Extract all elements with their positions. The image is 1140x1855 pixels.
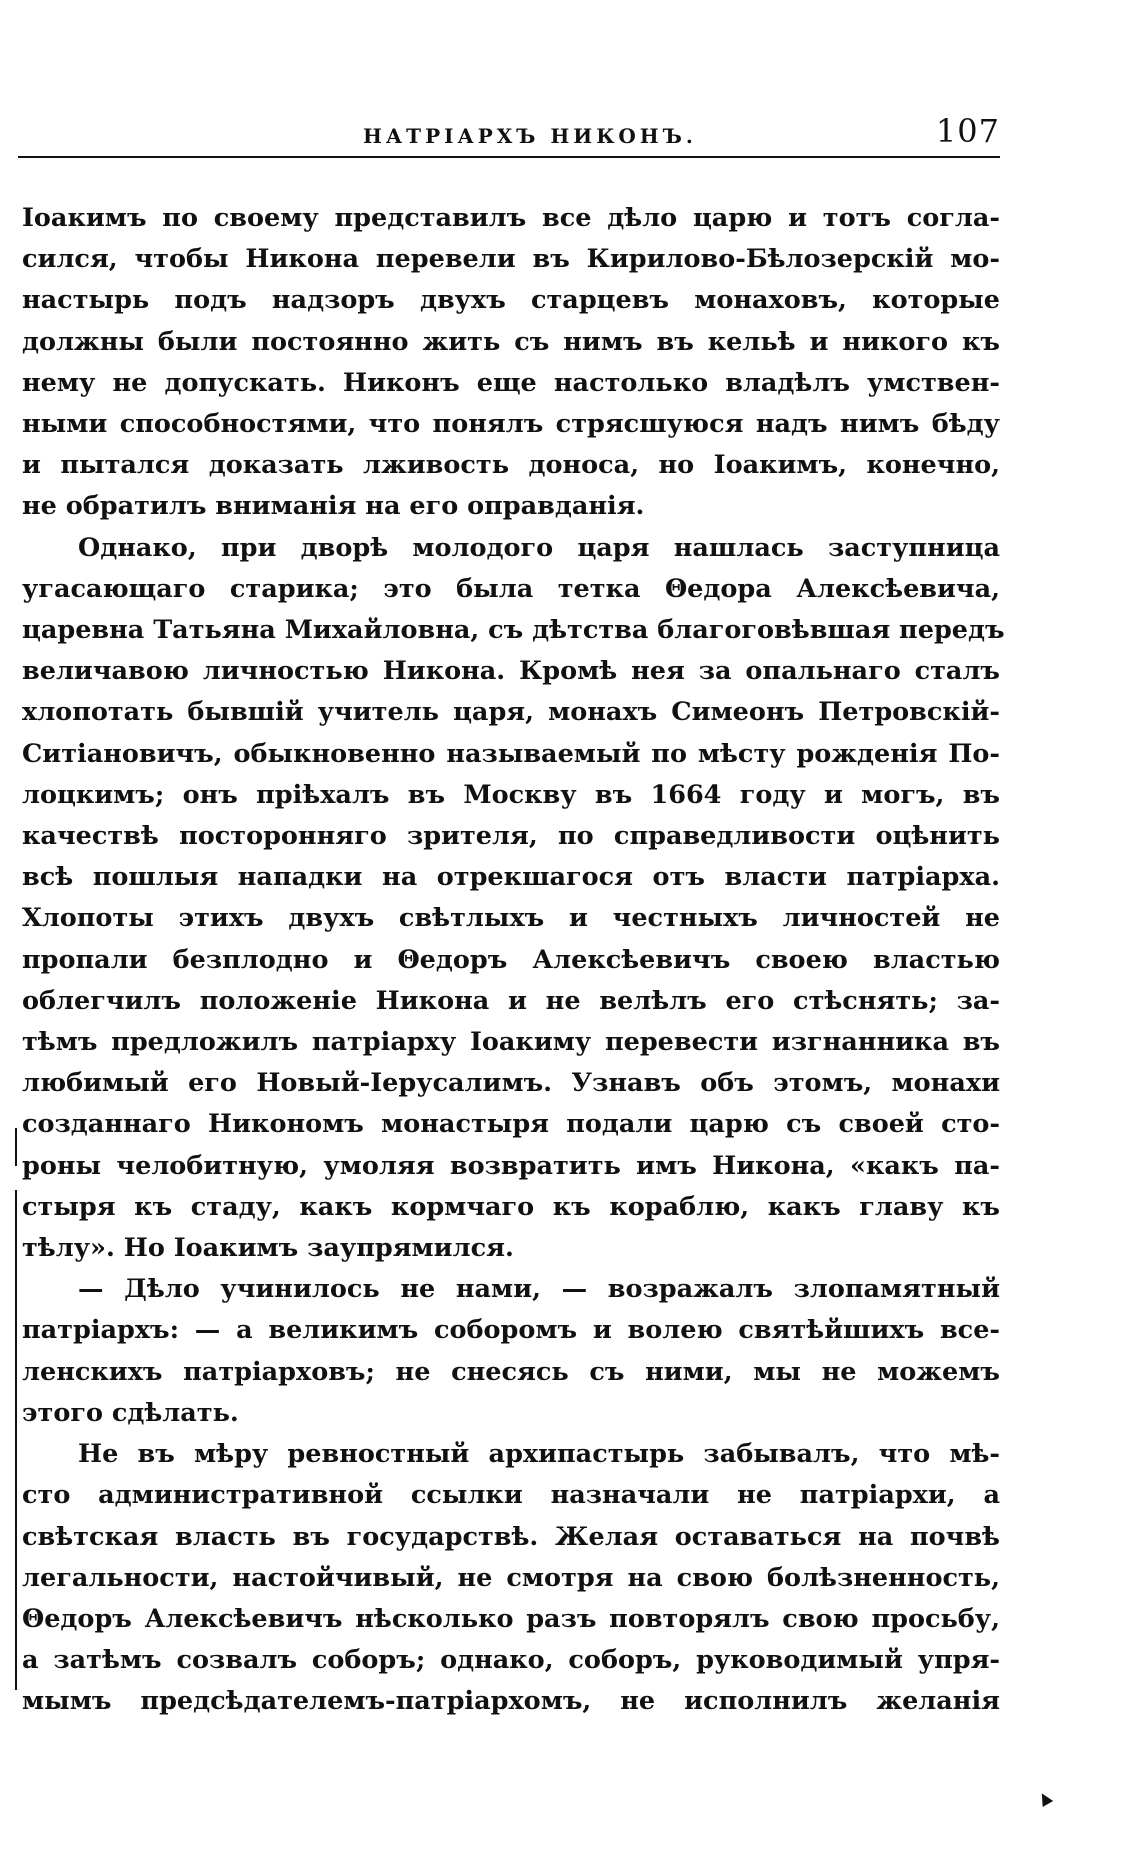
text-line: нему не допускать. Никонъ еще настолько владѣлъ умствен- — [22, 367, 1000, 398]
text-line: роны челобитную, умоляя возвратить имъ Никона, «какъ па- — [22, 1150, 1000, 1181]
text-line: хлопотать бывшій учитель царя, монахъ Симеонъ Петровскій- — [22, 697, 1000, 728]
text-line: Ситіановичъ, обыкновенно называемый по мѣсту рожденія По- — [22, 738, 1000, 769]
text-line: этого сдѣлать. — [22, 1397, 239, 1428]
margin-rule — [15, 1128, 17, 1166]
text-line: всѣ пошлыя нападки на отрекшагося отъ власти патріарха. — [22, 862, 1000, 893]
text-line: легальности, настойчивый, не смотря на свою болѣзненность, — [22, 1562, 1000, 1593]
text-line: пропали безплодно и Θедоръ Алексѣевичъ своею властью — [22, 944, 1000, 975]
text-line: качествѣ посторонняго зрителя, по справедливости оцѣнить — [22, 821, 1000, 852]
text-line: царевна Татьяна Михайловна, съ дѣтства благоговѣвшая передъ — [22, 615, 1005, 646]
running-head — [18, 112, 1000, 158]
text-line: Не въ мѣру ревностный архипастырь забывалъ, что мѣ- — [78, 1439, 1000, 1470]
text-line: сто административной ссылки назначали не патріархи, а — [22, 1480, 1000, 1511]
text-line: Однако, при дворѣ молодого царя нашлась заступница — [78, 532, 1000, 563]
text-line: не обратилъ вниманія на его оправданія. — [22, 491, 645, 522]
text-line: ленскихъ патріарховъ; не снесясь съ ними, мы не можемъ — [22, 1356, 1000, 1387]
text-line: облегчилъ положеніе Никона и не велѣлъ его стѣснять; за- — [22, 985, 1000, 1016]
text-line: тѣлу». Но Іоакимъ заупрямился. — [22, 1233, 514, 1264]
text-line: любимый его Новый-Іерусалимъ. Узнавъ объ этомъ, монахи — [22, 1068, 1000, 1099]
margin-rule — [15, 1190, 17, 1690]
text-line: должны были постоянно жить съ нимъ въ кельѣ и никого къ — [22, 326, 1000, 357]
text-line: настырь подъ надзоръ двухъ старцевъ монаховъ, которые — [22, 285, 1000, 316]
text-line: стыря къ стаду, какъ кормчаго къ кораблю, какъ главу къ — [22, 1191, 1000, 1222]
page-number: 107 — [935, 112, 1000, 150]
text-line: Θедоръ Алексѣевичъ нѣсколько разъ повторялъ свою просьбу, — [22, 1603, 1000, 1634]
text-line: Хлопоты этихъ двухъ свѣтлыхъ и честныхъ личностей не — [22, 903, 1000, 934]
ink-speck: ▲ — [1034, 1786, 1055, 1809]
text-line: величавою личностью Никона. Кромѣ нея за опальнаго сталъ — [22, 656, 1000, 687]
text-line: ными способностями, что понялъ стрясшуюся надъ нимъ бѣду — [22, 409, 1000, 440]
text-line: созданнаго Никономъ монастыря подали царю съ своей сто- — [22, 1109, 1000, 1140]
text-line: — Дѣло учинилось не нами, — возражалъ злопамятный — [78, 1274, 1000, 1305]
text-line: тѣмъ предложилъ патріарху Іоакиму перевести изгнанника въ — [22, 1027, 1000, 1058]
text-line: сился, чтобы Никона перевели въ Кирилово-Бѣлозерскій мо- — [22, 244, 1000, 275]
body-text — [22, 198, 1005, 1723]
text-line: свѣтская власть въ государствѣ. Желая оставаться на почвѣ — [22, 1521, 1000, 1552]
text-line: а затѣмъ созвалъ соборъ; однако, соборъ, руководимый упря- — [22, 1645, 1000, 1676]
text-line: лоцкимъ; онъ пріѣхалъ въ Москву въ 1664 году и могъ, въ — [22, 779, 1000, 810]
text-line: патріархъ: — а великимъ соборомъ и волею святѣйшихъ все- — [22, 1315, 1000, 1346]
text-line: угасающаго старика; это была тетка Θедора Алексѣевича, — [22, 573, 1000, 604]
text-line: Іоакимъ по своему представилъ все дѣло царю и тотъ согла- — [22, 203, 1000, 233]
text-line: мымъ предсѣдателемъ-патріархомъ, не исполнилъ желанія — [22, 1686, 1000, 1717]
running-title: НАТРІАРХЪ НИКОНЪ. — [363, 124, 697, 148]
text-line: и пытался доказать лживость доноса, но Іоакимъ, конечно, — [22, 450, 1000, 481]
